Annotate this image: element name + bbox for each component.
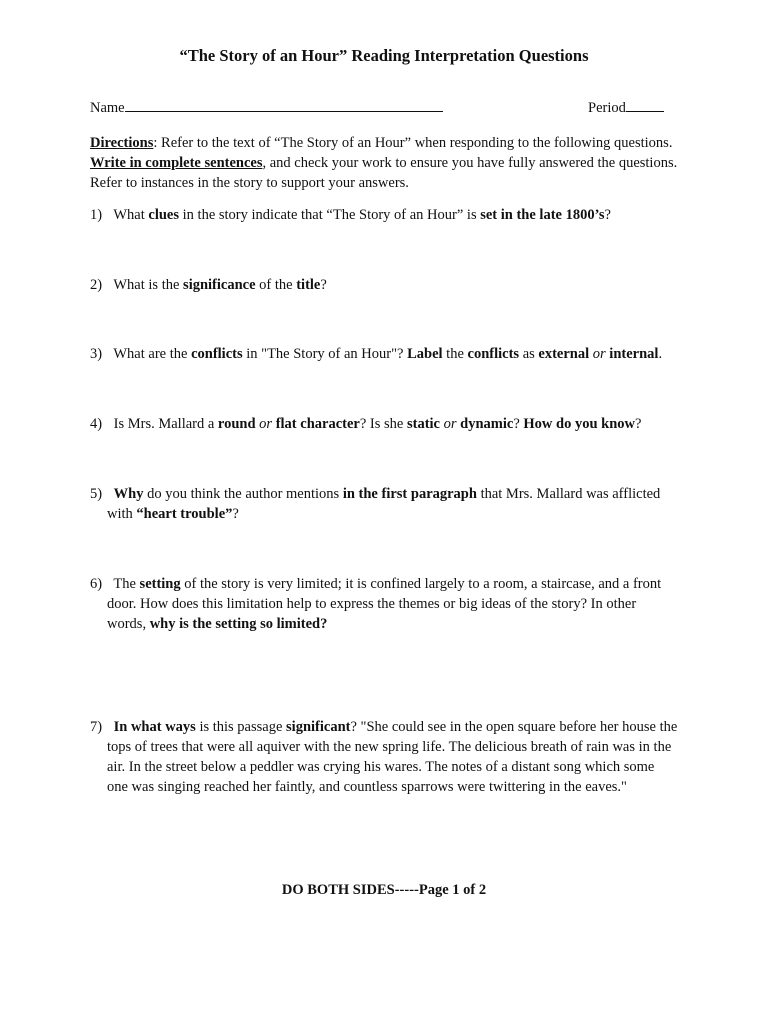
question-text: ? (320, 277, 327, 293)
question-bold: clues (148, 207, 180, 223)
directions-line3: Refer to instances in the story to support your answers. (90, 175, 409, 191)
question-bold: title (296, 277, 321, 293)
question-number: 3) (90, 346, 103, 362)
question-bold: external (538, 346, 590, 362)
question-6 (90, 574, 710, 634)
question-7-line2: tops of trees that were all aquiver with the new spring life. The delicious breath of rain was in the (107, 739, 672, 755)
question-text: . (658, 346, 663, 362)
question-6-line3 (90, 614, 710, 634)
question-bold: “heart trouble” (136, 506, 233, 522)
question-4 (90, 414, 710, 434)
page-footer: DO BOTH SIDES-----Page 1 of 2 (281, 882, 487, 898)
question-text: What are the (113, 346, 192, 362)
question-bold: internal (609, 346, 659, 362)
question-number: 4) (90, 416, 103, 432)
name-label: Name (90, 100, 125, 116)
period-label: Period (588, 100, 626, 116)
question-text: What is the (113, 277, 184, 293)
question-bold: dynamic (460, 416, 514, 432)
directions-block (90, 133, 710, 193)
write-complete-sentences: Write in complete sentences (90, 155, 263, 171)
page-title: “The Story of an Hour” Reading Interpretation Questions (179, 46, 589, 65)
question-bold: significance (183, 277, 256, 293)
question-7-line4: one was singing reached her faintly, and countless sparrows were twittering in the eaves." (107, 779, 627, 795)
question-bold: flat character (275, 416, 360, 432)
question-text: words, (107, 616, 150, 632)
question-text: of the (255, 277, 297, 293)
period-blank-line (626, 98, 664, 112)
question-text: with (107, 506, 137, 522)
question-text: do you think the author mentions (143, 486, 343, 502)
question-text: ? (634, 416, 642, 432)
question-number: 7) (90, 719, 103, 735)
question-number: 2) (90, 277, 103, 293)
question-bold: setting (139, 576, 181, 592)
question-bold: significant (286, 719, 351, 735)
question-text: The (113, 576, 140, 592)
question-bold: Label (407, 346, 443, 362)
question-text: ? (232, 506, 239, 522)
question-1 (90, 205, 710, 225)
question-bold: why is the setting so limited? (149, 616, 328, 632)
question-3 (90, 344, 710, 364)
question-text: of the story is very limited; it is confined largely to a room, a staircase, and a front (180, 576, 662, 592)
question-text: in the story indicate that “The Story of an Hour” is (179, 207, 481, 223)
question-bold: static (406, 416, 440, 432)
question-number: 6) (90, 576, 103, 592)
question-5 (90, 484, 710, 524)
question-7 (90, 717, 710, 797)
question-text: What (113, 207, 149, 223)
question-text: ? Is she (359, 416, 407, 432)
directions-line2: , and check your work to ensure you have fully answered the questions. (262, 155, 678, 171)
question-text: in "The Story of an Hour"? (242, 346, 408, 362)
directions-line1: : Refer to the text of “The Story of an Hour” when responding to the following questions. (153, 135, 673, 151)
question-text: ? (513, 416, 524, 432)
question-text: is this passage (195, 719, 287, 735)
name-blank-line (125, 98, 443, 112)
question-bold: round (217, 416, 256, 432)
question-italic: or (443, 416, 457, 432)
question-7-line3: air. In the street below a peddler was crying his wares. The notes of a distant song which some (107, 759, 655, 775)
question-2 (90, 275, 710, 295)
question-bold: How do you know (523, 416, 635, 432)
question-text: ? (604, 207, 611, 223)
question-5-line2 (90, 504, 710, 524)
question-bold: conflicts (191, 346, 243, 362)
period-field (588, 98, 664, 117)
question-italic: or (259, 416, 273, 432)
question-bold: set in the late 1800’s (480, 207, 605, 223)
question-bold: In what ways (113, 719, 196, 735)
directions-label: Directions (90, 135, 154, 151)
question-italic: or (592, 346, 606, 362)
question-text: as (519, 346, 539, 362)
question-number: 1) (90, 207, 103, 223)
question-text: the (442, 346, 468, 362)
question-text: ? "She could see in the open square before her house the (350, 719, 678, 735)
question-bold: conflicts (467, 346, 520, 362)
question-bold: Why (113, 486, 144, 502)
question-bold: in the first paragraph (342, 486, 477, 502)
question-text: that Mrs. Mallard was afflicted (476, 486, 661, 502)
name-field (90, 98, 443, 117)
question-number: 5) (90, 486, 103, 502)
question-6-line2: door. How does this limitation help to express the themes or big ideas of the story? In other (107, 596, 637, 612)
question-text: Is Mrs. Mallard a (113, 416, 218, 432)
